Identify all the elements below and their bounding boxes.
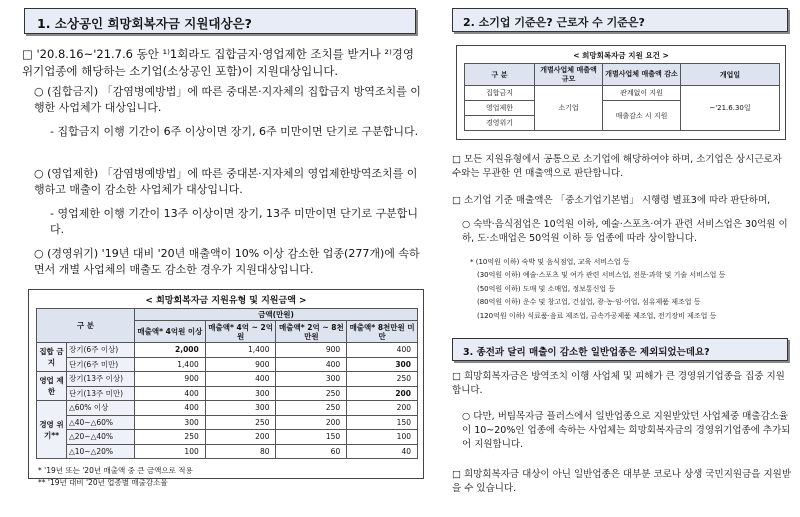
support-table-title: < 희망회복자금 지원유형 및 지원금액 > bbox=[145, 296, 307, 306]
cell: 300 bbox=[135, 415, 206, 430]
group-closure: 집합 금지 bbox=[37, 343, 67, 372]
paragraph-added-industries: ○ 다만, 버팀목자금 플러스에서 일반업종으로 지원받았던 사업체중 매출감소율이 10~20%인 업종에 속하는 사업체는 희망회복자금의 경영위기업종에 추가되어 지원합니다. bbox=[462, 411, 791, 450]
list-item: (30억원 이하) 예술·스포츠 및 여가 관련 서비스업, 전문·과학 및 기술 서비스업 등 bbox=[477, 271, 726, 280]
table-row bbox=[37, 401, 418, 416]
bullet-closure: ○ (집합금지) 「감염병예방법」에 따른 중대본·지자체의 집합금지 방역조치를 이행한 사업체가 대상입니다. bbox=[34, 85, 421, 114]
req-small-business: 소기업 bbox=[535, 86, 603, 131]
support-amount-table bbox=[36, 308, 418, 459]
req-header: 개별사업체 매출액 규모 bbox=[535, 64, 603, 86]
req-row-label: 영업제한 bbox=[465, 101, 535, 116]
req-header: 개업일 bbox=[681, 64, 780, 86]
req-header: 개별사업체 매출액 감소 bbox=[603, 64, 681, 86]
table-row bbox=[37, 415, 418, 430]
table-row bbox=[37, 386, 418, 401]
list-item: (50억원 이하) 도매 및 소매업, 정보통신업 등 bbox=[477, 284, 616, 293]
cell: 250 bbox=[347, 372, 418, 387]
group-restriction: 영업 제한 bbox=[37, 372, 67, 401]
table-row bbox=[37, 357, 418, 372]
cell: 2,000 bbox=[135, 343, 206, 358]
cell: 60 bbox=[276, 444, 347, 459]
bullet-closure-detail: - 집합금지 이행 기간이 6주 이상이면 장기, 6주 미만이면 단기로 구분합니다. bbox=[50, 125, 419, 138]
cell: 80 bbox=[205, 444, 276, 459]
cell: 900 bbox=[135, 372, 206, 387]
table-header-amount: 금액(만원) bbox=[135, 309, 418, 321]
cell: 250 bbox=[205, 415, 276, 430]
cell: 200 bbox=[205, 430, 276, 445]
section-2-title-box bbox=[452, 8, 788, 32]
paragraph-focus: □ 희망회복자금은 방역조치 이행 사업체 및 피해가 큰 경영위기업종을 집중 지원합니다. bbox=[452, 371, 785, 396]
cell: 250 bbox=[276, 386, 347, 401]
table-header-col: 매출액* 8천만원 미만 bbox=[347, 321, 418, 343]
paragraph-general-industries: □ 희망회복자금 대상이 아닌 일반업종은 대부분 코로나 상생 국민지원금을 지원받을 수 있습니다. bbox=[452, 469, 791, 494]
table-header-col: 매출액* 2억 ~ 8천만원 bbox=[276, 321, 347, 343]
row-label: △60% 이상 bbox=[67, 401, 135, 416]
req-row-label: 경영위기 bbox=[465, 116, 535, 131]
row-label: △20~△40% bbox=[67, 430, 135, 445]
cell: 300 bbox=[276, 372, 347, 387]
table-header-type: 구 분 bbox=[37, 309, 135, 343]
table-footnote-2: ** '19년 대비 '20년 업종별 매출감소율 bbox=[38, 478, 168, 487]
cell: 1,400 bbox=[135, 357, 206, 372]
row-label: 단기(6주 미만) bbox=[67, 357, 135, 372]
right-column bbox=[440, 0, 800, 517]
eligibility-intro: □ '20.8.16~'21.7.6 동안 ¹⁾1회라도 집합금지·영업제한 조치를 받거나 ²⁾경영위기업종에 해당하는 소기업(소상공인 포함)이 지원대상입니다. bbox=[22, 47, 415, 78]
cell: 400 bbox=[276, 357, 347, 372]
paragraph-industry-thresholds: ○ 숙박·음식점업은 10억원 이하, 예술·스포츠·여가 관련 서비스업은 30억원 이하, 도·소매업은 50억원 이하 등 업종에 따라 상이합니다. bbox=[462, 219, 788, 244]
section-1-title-box bbox=[24, 8, 416, 34]
cell: 200 bbox=[347, 386, 418, 401]
paragraph-criteria: □ 소기업 기준 매출액은 「중소기업기본법」 시행령 별표3에 따라 판단하며, bbox=[452, 195, 771, 206]
cell: 150 bbox=[347, 415, 418, 430]
cell: 900 bbox=[205, 357, 276, 372]
group-crisis: 경영 위기** bbox=[37, 401, 67, 459]
cell: 900 bbox=[276, 343, 347, 358]
req-header: 구 분 bbox=[465, 64, 535, 86]
cell: 1,400 bbox=[205, 343, 276, 358]
section-2-title: 2. 소기업 기준은? 근로자 수 기준은? bbox=[463, 16, 645, 29]
cell: 200 bbox=[276, 415, 347, 430]
table-row bbox=[37, 343, 418, 358]
req-cell: 매출감소 시 지원 bbox=[603, 101, 681, 131]
section-3-title: 3. 종전과 달리 매출이 감소한 일반업종은 제외되었는데요? bbox=[463, 347, 710, 358]
bullet-restriction-detail: - 영업제한 이행 기간이 13주 이상이면 장기, 13주 미만이면 단기로 구분합니다. bbox=[50, 207, 418, 236]
cell: 40 bbox=[347, 444, 418, 459]
row-label: 장기(6주 이상) bbox=[67, 343, 135, 358]
cell: 200 bbox=[347, 401, 418, 416]
cell: 150 bbox=[276, 430, 347, 445]
paragraph-small-business: □ 모든 지원유형에서 공통으로 소기업에 해당하여야 하며, 소기업은 상시근로자 수와는 무관한 연 매출액으로 판단합니다. bbox=[452, 154, 782, 179]
table-footnote-1: * '19년 또는 '20년 매출액 중 큰 금액으로 적용 bbox=[38, 466, 193, 475]
cell: 250 bbox=[135, 430, 206, 445]
list-item: * (10억원 이하) 숙박 및 음식점업, 교육 서비스업 등 bbox=[470, 258, 630, 266]
req-row-label: 집합금지 bbox=[465, 86, 535, 101]
req-open-date: ~'21.6.30일 bbox=[681, 86, 780, 131]
cell: 300 bbox=[205, 386, 276, 401]
table-header-col: 매출액* 4억원 이상 bbox=[135, 321, 206, 343]
cell: 100 bbox=[135, 444, 206, 459]
row-label: 장기(13주 이상) bbox=[67, 372, 135, 387]
section-1-title: 1. 소상공인 희망회복자금 지원대상은? bbox=[37, 16, 252, 31]
cell: 400 bbox=[205, 372, 276, 387]
table-row bbox=[37, 372, 418, 387]
requirements-table-title: < 희망회복자금 지원 요건 > bbox=[573, 51, 669, 60]
row-label: △40~△60% bbox=[67, 415, 135, 430]
cell: 300 bbox=[205, 401, 276, 416]
cell: 400 bbox=[135, 386, 206, 401]
row-label: 단기(13주 미만) bbox=[67, 386, 135, 401]
table-row bbox=[37, 444, 418, 459]
req-cell: 관계없이 지원 bbox=[603, 86, 681, 101]
list-item: (120억원 이하) 식료품·음료 제조업, 금속가공제품 제조업, 전기장비 제조업 등 bbox=[477, 311, 717, 320]
bullet-crisis: ○ (경영위기) '19년 대비 '20년 매출액이 10% 이상 감소한 업종(277개)에 속하면서 개별 사업체의 매출도 감소한 경우가 지원대상입니다. bbox=[34, 247, 420, 276]
section-3-title-box bbox=[452, 338, 788, 361]
row-label: △10~△20% bbox=[67, 444, 135, 459]
cell: 100 bbox=[347, 430, 418, 445]
industry-threshold-list bbox=[470, 256, 796, 323]
table-row bbox=[37, 430, 418, 445]
list-item: (80억원 이하) 운수 및 창고업, 건설업, 광·농·임·어업, 섬유제품 제조업 등 bbox=[477, 298, 701, 307]
bullet-restriction: ○ (영업제한) 「감염병예방법」에 따른 중대본·지자체의 영업제한방역조치를 이행하고 매출이 감소한 사업체가 대상입니다. bbox=[34, 167, 418, 196]
table-header-col: 매출액* 4억 ~ 2억원 bbox=[205, 321, 276, 343]
cell: 400 bbox=[135, 401, 206, 416]
cell: 400 bbox=[347, 343, 418, 358]
requirements-table bbox=[464, 63, 780, 131]
cell: 300 bbox=[347, 357, 418, 372]
cell: 250 bbox=[276, 401, 347, 416]
